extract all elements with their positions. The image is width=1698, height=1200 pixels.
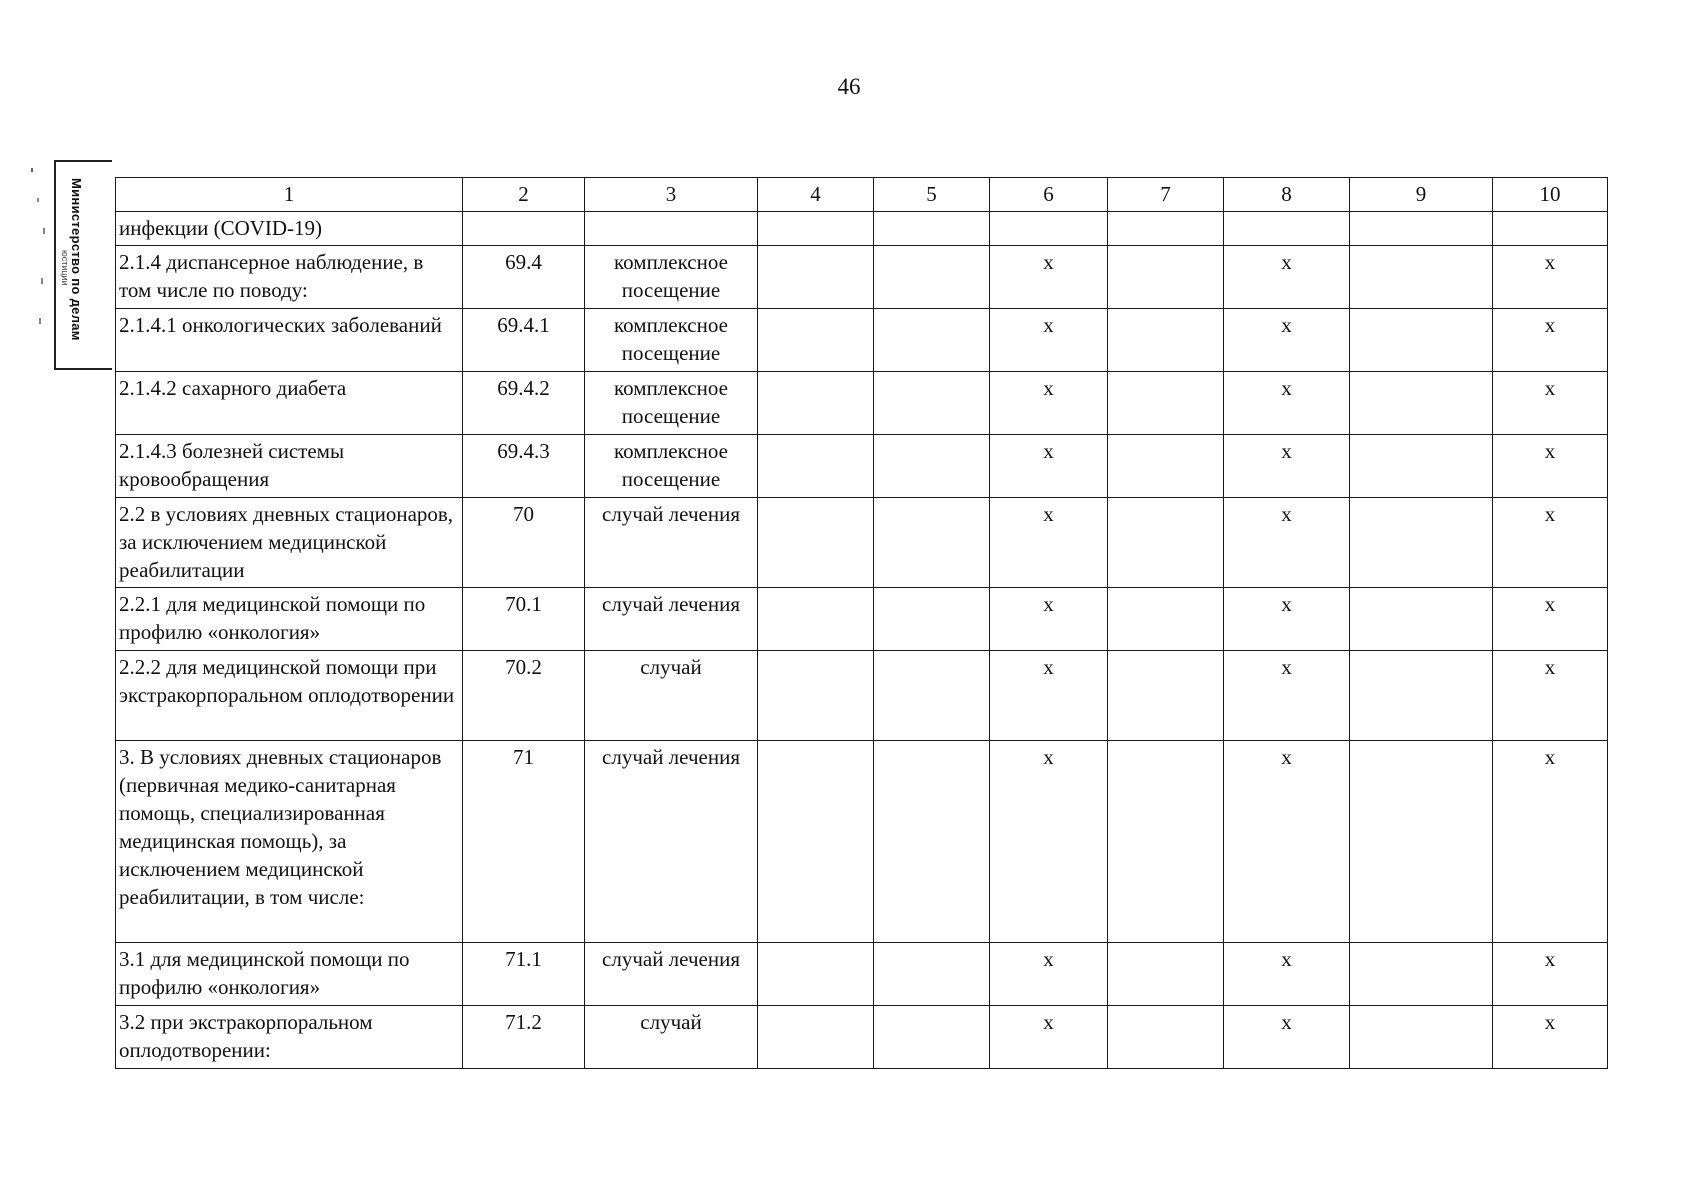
row-col-9	[1350, 435, 1493, 498]
row-col-10: х	[1493, 943, 1608, 1006]
row-code: 71	[463, 741, 585, 943]
table-row	[116, 651, 1608, 741]
row-col-6: х	[990, 651, 1108, 741]
row-code: 70	[463, 498, 585, 588]
row-col-4	[758, 588, 874, 651]
row-unit: случай	[585, 651, 758, 741]
row-unit: случай	[585, 1006, 758, 1069]
row-col-6: х	[990, 435, 1108, 498]
row-col-10: х	[1493, 435, 1608, 498]
table-row	[116, 741, 1608, 943]
row-col-5	[874, 435, 990, 498]
row-code	[463, 212, 585, 246]
row-code: 69.4	[463, 246, 585, 309]
row-col-8	[1224, 212, 1350, 246]
table-row	[116, 246, 1608, 309]
row-col-9	[1350, 588, 1493, 651]
row-col-7	[1108, 212, 1224, 246]
row-unit: случай лечения	[585, 741, 758, 943]
row-col-7	[1108, 435, 1224, 498]
row-code: 70.2	[463, 651, 585, 741]
row-col-10: х	[1493, 372, 1608, 435]
row-unit: комплексное посещение	[585, 246, 758, 309]
row-col-10: х	[1493, 309, 1608, 372]
row-col-10: х	[1493, 498, 1608, 588]
row-col-5	[874, 246, 990, 309]
row-col-6: х	[990, 1006, 1108, 1069]
row-name: 2.2.2 для медицинской помощи при экстракорпоральном оплодотворении	[116, 651, 463, 741]
header-col-2: 2	[463, 178, 585, 212]
row-code: 69.4.2	[463, 372, 585, 435]
row-name: инфекции (COVID-19)	[116, 212, 463, 246]
row-col-4	[758, 372, 874, 435]
row-col-8: х	[1224, 651, 1350, 741]
header-col-5: 5	[874, 178, 990, 212]
row-col-6: х	[990, 498, 1108, 588]
row-unit: комплексное посещение	[585, 435, 758, 498]
row-col-8: х	[1224, 1006, 1350, 1069]
row-col-4	[758, 651, 874, 741]
row-name: 3.1 для медицинской помощи по профилю «онкология»	[116, 943, 463, 1006]
row-col-9	[1350, 651, 1493, 741]
header-col-9: 9	[1350, 178, 1493, 212]
table-row	[116, 212, 1608, 246]
row-col-4	[758, 498, 874, 588]
row-name: 2.1.4.2 сахарного диабета	[116, 372, 463, 435]
row-col-10: х	[1493, 1006, 1608, 1069]
row-col-4	[758, 212, 874, 246]
row-col-5	[874, 212, 990, 246]
row-col-9	[1350, 212, 1493, 246]
row-col-9	[1350, 309, 1493, 372]
row-unit: случай лечения	[585, 943, 758, 1006]
row-col-7	[1108, 246, 1224, 309]
row-col-8: х	[1224, 435, 1350, 498]
row-col-10: х	[1493, 246, 1608, 309]
row-col-7	[1108, 588, 1224, 651]
row-unit: комплексное посещение	[585, 309, 758, 372]
header-col-7: 7	[1108, 178, 1224, 212]
row-col-9	[1350, 246, 1493, 309]
row-col-6: х	[990, 943, 1108, 1006]
header-col-3: 3	[585, 178, 758, 212]
row-col-5	[874, 943, 990, 1006]
stamp-text-ministry: Министерство по делам	[69, 178, 84, 341]
row-col-6: х	[990, 741, 1108, 943]
table-row	[116, 435, 1608, 498]
row-col-8: х	[1224, 309, 1350, 372]
table-row	[116, 498, 1608, 588]
row-code: 70.1	[463, 588, 585, 651]
row-col-7	[1108, 372, 1224, 435]
row-col-10	[1493, 212, 1608, 246]
page-number: 46	[837, 74, 861, 99]
row-col-5	[874, 309, 990, 372]
row-name: 2.2 в условиях дневных стационаров, за исключением медицинской реабилитации	[116, 498, 463, 588]
row-col-7	[1108, 1006, 1224, 1069]
table-row	[116, 309, 1608, 372]
row-col-5	[874, 1006, 990, 1069]
row-col-8: х	[1224, 246, 1350, 309]
row-col-8: х	[1224, 498, 1350, 588]
row-unit: комплексное посещение	[585, 372, 758, 435]
header-col-8: 8	[1224, 178, 1350, 212]
row-col-7	[1108, 741, 1224, 943]
row-col-6: х	[990, 246, 1108, 309]
row-col-4	[758, 246, 874, 309]
row-col-4	[758, 741, 874, 943]
services-table	[115, 177, 1608, 1069]
row-col-7	[1108, 943, 1224, 1006]
row-code: 69.4.1	[463, 309, 585, 372]
row-unit: случай лечения	[585, 498, 758, 588]
header-col-6: 6	[990, 178, 1108, 212]
row-col-6: х	[990, 309, 1108, 372]
row-col-7	[1108, 309, 1224, 372]
row-col-8: х	[1224, 588, 1350, 651]
row-name: 2.2.1 для медицинской помощи по профилю «онкология»	[116, 588, 463, 651]
row-name: 2.1.4 диспансерное наблюдение, в том числе по поводу:	[116, 246, 463, 309]
row-unit: случай лечения	[585, 588, 758, 651]
row-col-7	[1108, 651, 1224, 741]
row-col-6: х	[990, 372, 1108, 435]
row-col-10: х	[1493, 741, 1608, 943]
row-name: 3.2 при экстракорпоральном оплодотворении:	[116, 1006, 463, 1069]
row-code: 71.2	[463, 1006, 585, 1069]
row-col-9	[1350, 741, 1493, 943]
row-col-5	[874, 588, 990, 651]
table-row	[116, 588, 1608, 651]
row-col-9	[1350, 943, 1493, 1006]
row-col-10: х	[1493, 651, 1608, 741]
table-header-row	[116, 178, 1608, 212]
stamp-text-justice: юстиции	[60, 250, 70, 286]
row-col-7	[1108, 498, 1224, 588]
row-name: 2.1.4.1 онкологических заболеваний	[116, 309, 463, 372]
row-col-9	[1350, 1006, 1493, 1069]
row-col-5	[874, 741, 990, 943]
row-name: 3. В условиях дневных стационаров (первичная медико-санитарная помощь, специализированная медицинская помощь), за исключением медицинской реабилитации, в том числе:	[116, 741, 463, 943]
row-col-9	[1350, 498, 1493, 588]
row-col-5	[874, 498, 990, 588]
table-row	[116, 372, 1608, 435]
row-col-8: х	[1224, 372, 1350, 435]
row-col-6	[990, 212, 1108, 246]
row-col-6: х	[990, 588, 1108, 651]
header-col-1: 1	[116, 178, 463, 212]
row-col-4	[758, 435, 874, 498]
row-col-8: х	[1224, 943, 1350, 1006]
row-col-4	[758, 943, 874, 1006]
row-col-5	[874, 651, 990, 741]
row-col-5	[874, 372, 990, 435]
row-col-10: х	[1493, 588, 1608, 651]
header-col-10: 10	[1493, 178, 1608, 212]
table-row	[116, 1006, 1608, 1069]
row-unit	[585, 212, 758, 246]
table-row	[116, 943, 1608, 1006]
stamp-margin-marks	[30, 168, 50, 368]
header-col-4: 4	[758, 178, 874, 212]
row-col-9	[1350, 372, 1493, 435]
row-name: 2.1.4.3 болезней системы кровообращения	[116, 435, 463, 498]
row-code: 69.4.3	[463, 435, 585, 498]
row-col-8: х	[1224, 741, 1350, 943]
row-code: 71.1	[463, 943, 585, 1006]
row-col-4	[758, 1006, 874, 1069]
row-col-4	[758, 309, 874, 372]
